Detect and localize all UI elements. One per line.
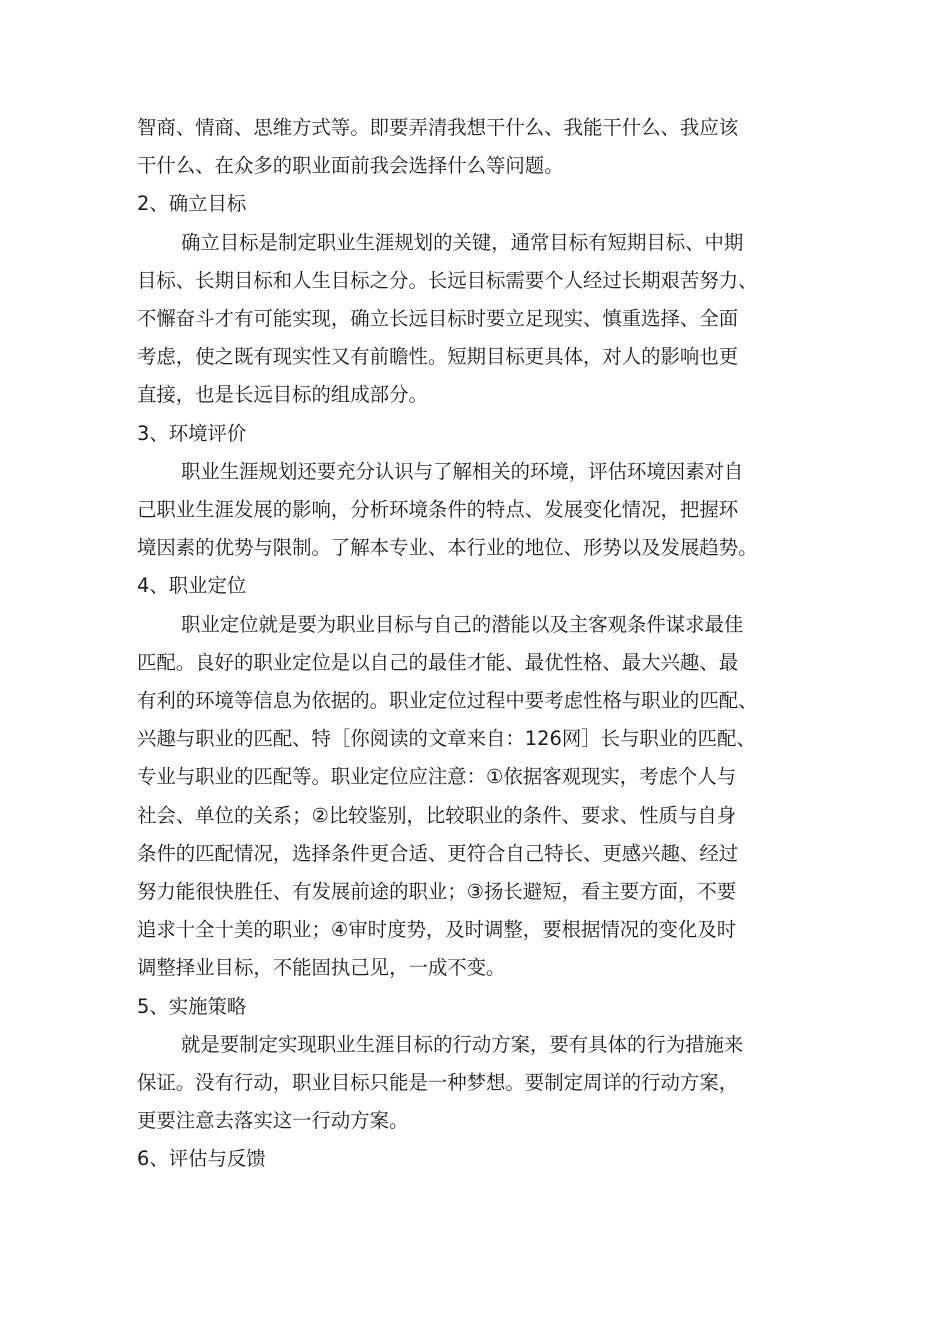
paragraph-line: 更要注意去落实这一行动方案。 — [137, 1109, 409, 1133]
paragraph-line: 智商、情商、思维方式等。即要弄清我想干什么、我能干什么、我应该 — [137, 116, 739, 139]
paragraph-line: 社会、单位的关系；②比较鉴别，比较职业的条件、要求、性质与自身 — [137, 803, 737, 827]
paragraph-line: 干什么、在众多的职业面前我会选择什么等问题。 — [137, 154, 564, 178]
paragraph-line: 兴趣与职业的匹配、特［你阅读的文章来自：126网］长与职业的匹配、 — [137, 727, 756, 751]
paragraph-line: 匹配。良好的职业定位是以自己的最佳才能、最优性格、最大兴趣、最 — [137, 650, 739, 674]
paragraph-line: 确立目标是制定职业生涯规划的关键，通常目标有短期目标、中期 — [181, 230, 744, 254]
section-paragraph-3 — [137, 453, 827, 568]
section-paragraph-5 — [137, 1026, 827, 1141]
document-body — [137, 109, 827, 1179]
paragraph-line: 调整择业目标，不能固执己见，一成不变。 — [137, 956, 506, 980]
paragraph-line: 不懈奋斗才有可能实现，确立长远目标时要立足现实、慎重选择、全面 — [137, 307, 739, 331]
paragraph-line: 职业定位就是要为职业目标与自己的潜能以及主客观条件谋求最佳 — [181, 612, 744, 636]
paragraph-line: 就是要制定实现职业生涯目标的行动方案，要有具体的行为措施来 — [181, 1032, 744, 1056]
paragraph-line: 专业与职业的匹配等。职业定位应注意：①依据客观现实，考虑个人与 — [137, 765, 737, 789]
paragraph-line: 直接，也是长远目标的组成部分。 — [137, 383, 428, 407]
section-paragraph-4 — [137, 606, 827, 988]
paragraph-line: 己职业生涯发展的影响，分析环境条件的特点、发展变化情况，把握环 — [137, 498, 739, 522]
paragraph-line: 有利的环境等信息为依据的。职业定位过程中要考虑性格与职业的匹配、 — [137, 689, 758, 713]
paragraph-line: 考虑，使之既有现实性又有前瞻性。短期目标更具体，对人的影响也更 — [137, 345, 739, 369]
section-heading-2: 2、确立目标 — [137, 192, 247, 216]
section-heading-3: 3、环境评价 — [137, 421, 247, 445]
section-paragraph-2 — [137, 224, 827, 415]
section-heading-5: 5、实施策略 — [137, 994, 247, 1018]
section-heading-4: 4、职业定位 — [137, 574, 247, 598]
paragraph-line: 条件的匹配情况，选择条件更合适、更符合自己特长、更感兴趣、经过 — [137, 841, 739, 865]
paragraph-line: 追求十全十美的职业；④审时度势，及时调整，要根据情况的变化及时 — [137, 918, 737, 942]
paragraph-line: 努力能很快胜任、有发展前途的职业；③扬长避短，看主要方面，不要 — [137, 880, 737, 904]
paragraph-line: 职业生涯规划还要充分认识与了解相关的环境，评估环境因素对自 — [181, 459, 744, 483]
paragraph-line: 境因素的优势与限制。了解本专业、本行业的地位、形势以及发展趋势。 — [137, 536, 758, 560]
paragraph-line: 目标、长期目标和人生目标之分。长远目标需要个人经过长期艰苦努力、 — [137, 268, 758, 292]
intro-paragraph — [137, 109, 827, 185]
paragraph-line: 保证。没有行动，职业目标只能是一种梦想。要制定周详的行动方案， — [137, 1071, 739, 1095]
section-heading-6: 6、评估与反馈 — [137, 1147, 266, 1171]
